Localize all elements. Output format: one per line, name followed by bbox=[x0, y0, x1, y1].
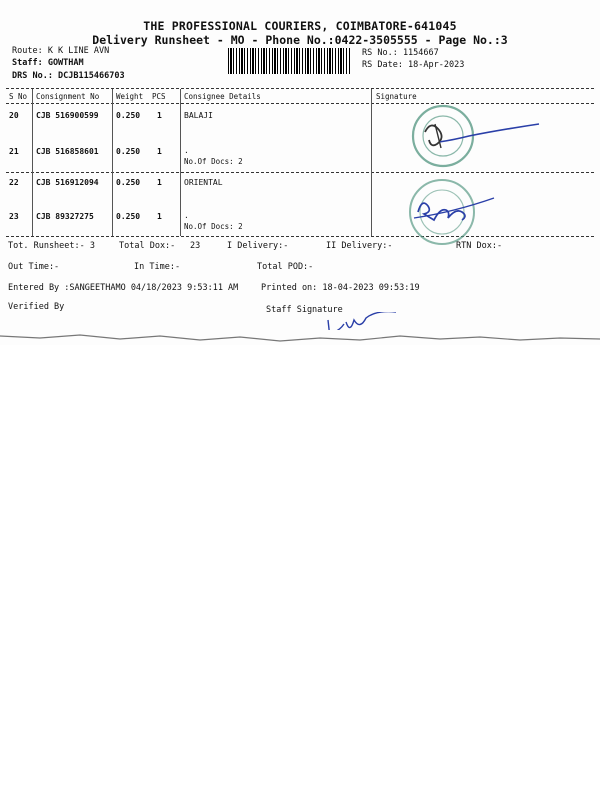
table-cell-sno: 21 bbox=[9, 147, 19, 156]
total-runsheet: Tot. Runsheet:- 3 bbox=[8, 241, 95, 251]
rs-date: RS Date: 18-Apr-2023 bbox=[362, 60, 465, 70]
rtn-dox: RTN Dox:- bbox=[456, 241, 503, 251]
staff-signature-label: Staff Signature bbox=[266, 305, 343, 315]
column-divider bbox=[180, 89, 181, 236]
total-pod: Total POD:- bbox=[257, 262, 314, 272]
header-signature: Signature bbox=[376, 92, 417, 101]
torn-paper-edge bbox=[0, 330, 600, 354]
printed-on: Printed on: 18-04-2023 09:53:19 bbox=[261, 283, 420, 293]
table-cell-consignee: BALAJI bbox=[184, 111, 213, 120]
table-cell-consignment: CJB 516858601 bbox=[36, 147, 99, 156]
table-cell-consignee: . bbox=[184, 211, 189, 220]
table-cell-consignment: CJB 516912094 bbox=[36, 178, 99, 187]
verified-by: Verified By bbox=[8, 302, 65, 312]
column-divider bbox=[112, 89, 113, 236]
table-cell-sno: 20 bbox=[9, 111, 19, 120]
receiver-stamp-signature bbox=[380, 172, 520, 252]
table-cell-weight: 0.250 bbox=[116, 147, 141, 156]
table-cell-docs: No.Of Docs: 2 bbox=[184, 222, 243, 231]
table-top-rule bbox=[6, 88, 594, 89]
table-cell-pcs: 1 bbox=[157, 178, 162, 187]
table-cell-weight: 0.250 bbox=[116, 212, 141, 221]
route-label: Route: K K LINE AVN bbox=[12, 46, 110, 56]
table-cell-sno: 23 bbox=[9, 212, 19, 221]
i-delivery: I Delivery:- bbox=[227, 241, 289, 251]
column-divider bbox=[32, 89, 33, 236]
entered-by: Entered By :SANGEETHAMO 04/18/2023 9:53:11 AM bbox=[8, 283, 239, 293]
table-cell-pcs: 1 bbox=[157, 147, 162, 156]
runsheet-subtitle: Delivery Runsheet - MO - Phone No.:0422-3505555 - Page No.:3 bbox=[92, 33, 508, 47]
header-sno: S No bbox=[9, 92, 28, 101]
runsheet-paper bbox=[0, 0, 600, 345]
total-dox-value: 23 bbox=[190, 241, 201, 251]
table-cell-sno: 22 bbox=[9, 178, 19, 187]
header-consignee: Consignee Details bbox=[184, 92, 261, 101]
drs-number: DRS No.: DCJB115466703 bbox=[12, 71, 125, 81]
table-cell-consignee: ORIENTAL bbox=[184, 178, 223, 187]
header-weight: Weight bbox=[116, 92, 144, 101]
ii-delivery: II Delivery:- bbox=[326, 241, 393, 251]
header-consignment: Consignment No bbox=[36, 92, 100, 101]
table-cell-consignment: CJB 89327275 bbox=[36, 212, 94, 221]
rs-number: RS No.: 1154667 bbox=[362, 48, 439, 58]
out-time: Out Time:- bbox=[8, 262, 60, 272]
receiver-stamp-signature bbox=[395, 102, 555, 172]
table-cell-weight: 0.250 bbox=[116, 178, 141, 187]
table-cell-consignment: CJB 516900599 bbox=[36, 111, 99, 120]
company-title: THE PROFESSIONAL COURIERS, COIMBATORE-641045 bbox=[143, 19, 457, 33]
table-cell-docs: No.Of Docs: 2 bbox=[184, 157, 243, 166]
table-cell-consignee: . bbox=[184, 146, 189, 155]
total-dox-label: Total Dox:- bbox=[119, 241, 176, 251]
table-cell-pcs: 1 bbox=[157, 111, 162, 120]
header-pcs: PCS bbox=[152, 92, 166, 101]
table-cell-pcs: 1 bbox=[157, 212, 162, 221]
staff-label: Staff: GOWTHAM bbox=[12, 58, 84, 68]
barcode bbox=[228, 48, 350, 74]
table-cell-weight: 0.250 bbox=[116, 111, 141, 120]
column-divider bbox=[371, 89, 372, 236]
in-time: In Time:- bbox=[134, 262, 181, 272]
